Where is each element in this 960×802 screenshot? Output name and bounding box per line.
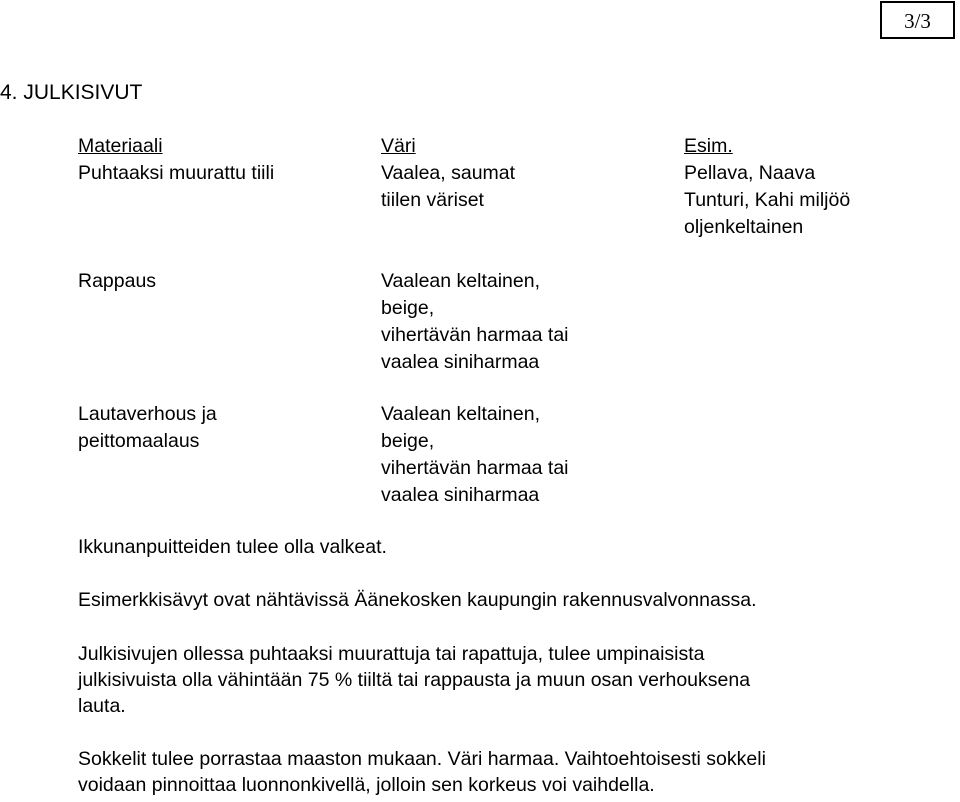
row1-example-line1: Pellava, Naava [684, 162, 816, 184]
row3-material-line2: peittomaalaus [78, 430, 200, 452]
windows-paragraph: Ikkunanpuitteiden tulee olla valkeat. [78, 536, 387, 558]
header-example: Esim. [684, 135, 733, 157]
row3-color-line3: vihertävän harmaa tai [381, 457, 569, 479]
row2-color-line4: vaalea siniharmaa [381, 351, 540, 373]
row1-example-line2: Tunturi, Kahi miljöö [684, 189, 851, 211]
plinth-paragraph [78, 746, 938, 798]
facades-line3: lauta. [78, 695, 126, 717]
row2-material: Rappaus [78, 270, 157, 292]
header-color: Väri [381, 135, 416, 157]
samples-paragraph: Esimerkkisävyt ovat nähtävissä Äänekosken kaupungin rakennusvalvonnassa. [78, 589, 757, 611]
facades-paragraph [78, 641, 938, 719]
page-number-box [880, 1, 955, 39]
row1-material: Puhtaaksi muurattu tiili [78, 162, 275, 184]
row1-color-line1: Vaalea, saumat [381, 162, 516, 184]
row2-color-line2: beige, [381, 297, 435, 319]
row3-material-line1: Lautaverhous ja [78, 403, 217, 425]
facades-line1: Julkisivujen ollessa puhtaaksi muurattuja tai rapattuja, tulee umpinaisista [78, 643, 705, 665]
row1-example-line3: oljenkeltainen [684, 216, 804, 238]
plinth-line1: Sokkelit tulee porrastaa maaston mukaan. Väri harmaa. Vaihtoehtoisesti sokkeli [78, 748, 766, 770]
page-number: 3/3 [904, 8, 931, 33]
facades-line2: julkisivuista olla vähintään 75 % tiiltä tai rappausta ja muun osan verhouksena [78, 669, 751, 691]
section-title: 4. JULKISIVUT [0, 81, 143, 104]
row3-color-line1: Vaalean keltainen, [381, 403, 541, 425]
row1-color-line2: tiilen väriset [381, 189, 484, 211]
header-material: Materiaali [78, 135, 163, 157]
plinth-line2: voidaan pinnoittaa luonnonkivellä, jolloin sen korkeus voi vaihdella. [78, 774, 655, 796]
row2-color-line1: Vaalean keltainen, [381, 270, 541, 292]
row3-color-line4: vaalea siniharmaa [381, 484, 540, 506]
row3-color-line2: beige, [381, 430, 435, 452]
row2-color-line3: vihertävän harmaa tai [381, 324, 569, 346]
